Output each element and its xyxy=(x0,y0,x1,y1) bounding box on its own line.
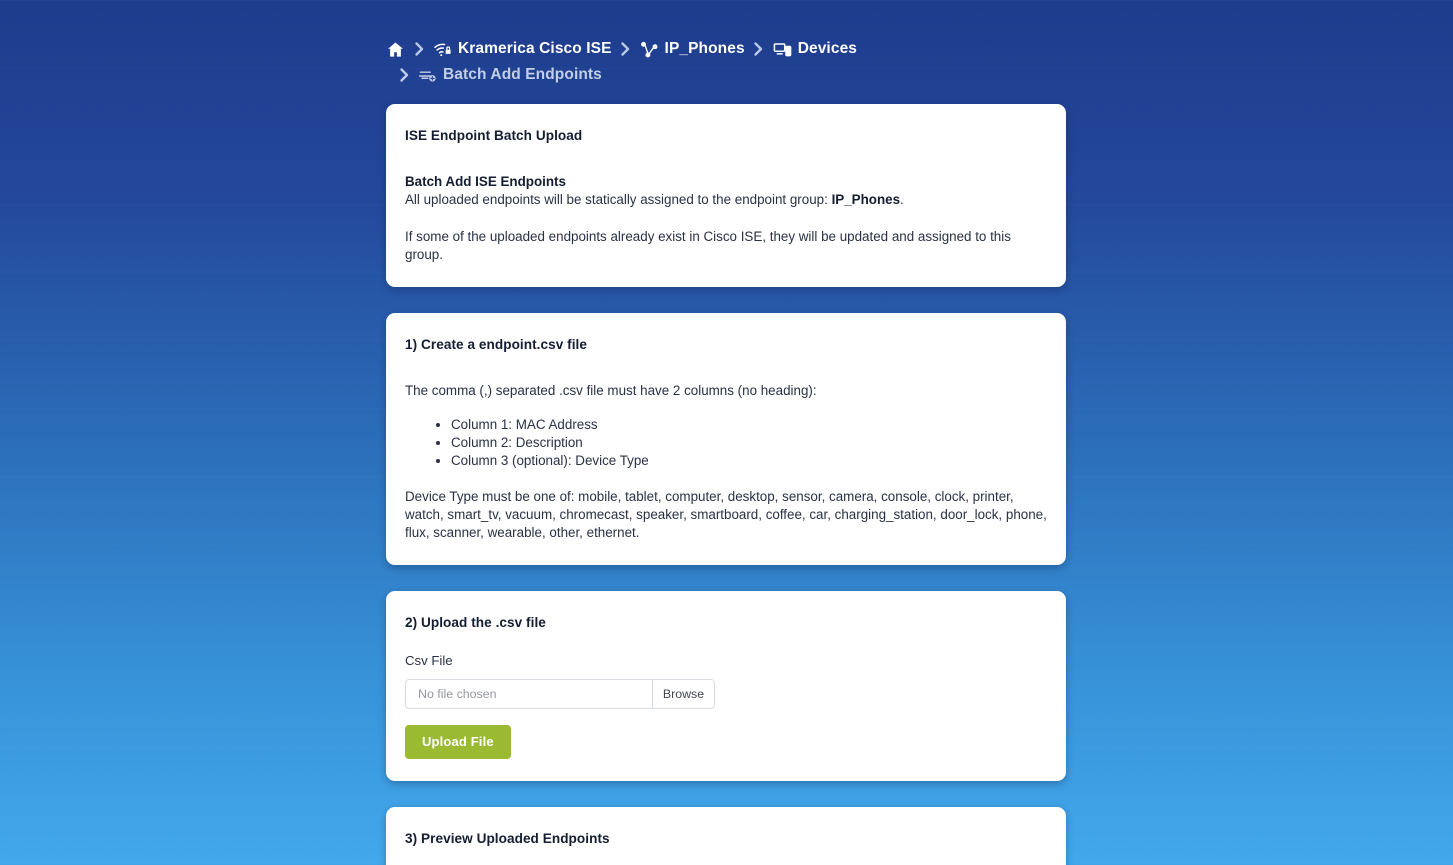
card-preview-endpoints xyxy=(386,807,1066,865)
breadcrumb-label: Kramerica Cisco ISE xyxy=(458,40,612,57)
breadcrumb-label: Devices xyxy=(797,40,858,57)
network-share-icon xyxy=(640,40,659,59)
intro-assignment-prefix: All uploaded endpoints will be statically assigned to the endpoint group: xyxy=(405,192,832,208)
breadcrumb-separator xyxy=(413,39,425,59)
upload-file-button[interactable]: Upload File xyxy=(405,725,511,759)
csv-format-intro: The comma (,) separated .csv file must have 2 columns (no heading): xyxy=(405,382,817,398)
card-body xyxy=(405,173,1047,265)
breadcrumb-item-kramerica-cisco-ise[interactable] xyxy=(433,36,612,62)
file-chosen-text: No file chosen xyxy=(418,687,497,702)
intro-assignment-suffix: . xyxy=(900,192,904,208)
card-stack xyxy=(386,104,1066,865)
breadcrumb-label: IP_Phones xyxy=(664,40,745,57)
csv-file-input[interactable] xyxy=(405,679,715,709)
breadcrumb-row-primary xyxy=(386,36,1086,62)
csv-column-list xyxy=(405,416,1047,471)
breadcrumb-item-batch-add-endpoints[interactable] xyxy=(418,62,602,88)
card-title: 1) Create a endpoint.csv file xyxy=(405,336,587,352)
home-icon xyxy=(386,40,405,59)
breadcrumb-item-home[interactable] xyxy=(386,40,405,59)
card-title: 3) Preview Uploaded Endpoints xyxy=(405,831,610,847)
device-type-options: Device Type must be one of: mobile, tablet, computer, desktop, sensor, camera, console, clock, printer, watch, smart_tv, vacuum, chromecast, speaker, smartboard, coffee, car, charging_station, door_lock, phone, flux, scanner, wearable, other, ethernet. xyxy=(405,488,1047,541)
card-upload-csv xyxy=(386,591,1066,781)
breadcrumb-item-ip-phones[interactable] xyxy=(640,36,745,62)
breadcrumb-label: Batch Add Endpoints xyxy=(443,66,602,83)
breadcrumb xyxy=(386,36,1086,88)
wifi-lock-icon xyxy=(433,40,452,59)
intro-assignment-line xyxy=(405,191,1047,209)
breadcrumb-separator xyxy=(753,39,765,59)
breadcrumb-separator xyxy=(398,65,410,85)
card-title: ISE Endpoint Batch Upload xyxy=(405,128,583,143)
breadcrumb-separator xyxy=(620,39,632,59)
card-body xyxy=(405,652,1047,759)
list-item: • Column 3 (optional): Device Type xyxy=(451,452,1047,470)
list-item: • Column 2: Description xyxy=(451,434,1047,452)
browse-button[interactable]: Browse xyxy=(652,680,714,708)
add-endpoint-icon xyxy=(418,66,437,85)
card-body xyxy=(405,382,1047,543)
card-ise-endpoint-batch-upload xyxy=(386,104,1066,287)
card-create-csv xyxy=(386,313,1066,565)
breadcrumb-row-secondary xyxy=(386,62,1086,88)
list-item: • Column 1: MAC Address xyxy=(451,416,1047,434)
breadcrumb-item-devices[interactable] xyxy=(773,36,857,62)
intro-update-note: If some of the uploaded endpoints already exist in Cisco ISE, they will be updated and assigned to this group. xyxy=(405,228,1011,263)
intro-heading: Batch Add ISE Endpoints xyxy=(405,174,566,189)
csv-file-label: Csv File xyxy=(405,652,453,668)
devices-icon xyxy=(773,40,792,59)
intro-endpoint-group: IP_Phones xyxy=(831,192,901,208)
card-title: 2) Upload the .csv file xyxy=(405,614,546,630)
